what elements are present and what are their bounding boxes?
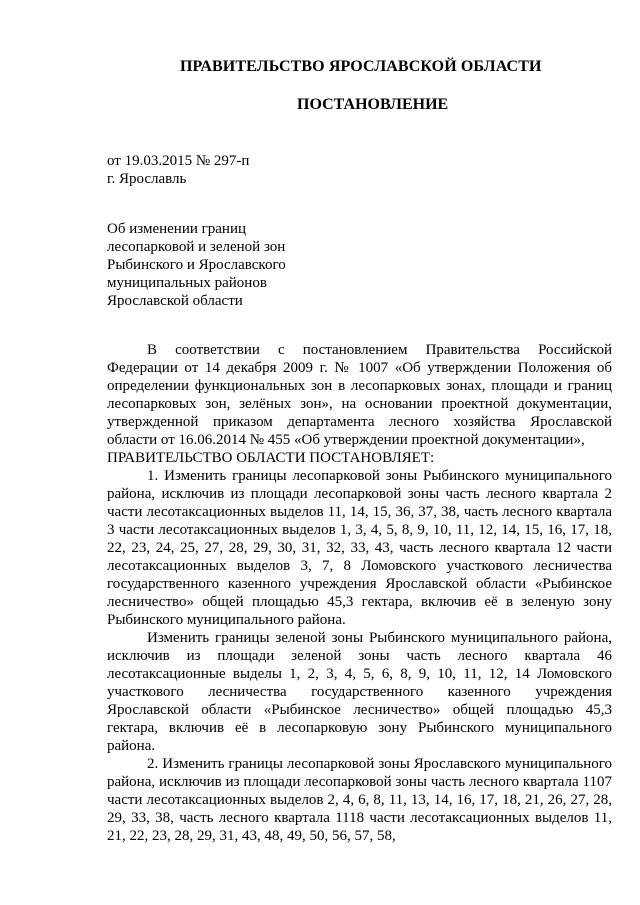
subject-line: муниципальных районов [107,275,267,291]
resolves-line: ПРАВИТЕЛЬСТВО ОБЛАСТИ ПОСТАНОВЛЯЕТ: [107,450,435,466]
document-subject [107,220,407,310]
date-number: от 19.03.2015 № 297-п [107,153,250,169]
item-2-paragraph: 2. Изменить границы лесопарковой зоны Ярославского муниципального района, исключив из площади лесопарковой зоны часть лесного квартала 1107 части лесотаксационных выделов 2, 4, 6, 8, 11, 13, 14, 16, 17, 18, 21, 26, 27, 28, 29, 33, 38, часть лесного квартала 1118 части лесотаксационных выделов 11, 21, 22, 23, 28, 29, 31, 43, 48, 49, 50, 56, 57, 58, [107,756,612,844]
city: г. Ярославль [107,171,187,187]
item-1-paragraph: 1. Изменить границы лесопарковой зоны Рыбинского муниципального района, исключив из площади лесопарковой зоны часть лесного квартала 2 части лесотаксационных выделов 11, 14, 15, 36, 37, 38, часть лесного квартала 3 части лесотаксационных выделов 1, 3, 4, 5, 8, 9, 10, 11, 12, 14, 15, 16, 17, 18, 22, 23, 24, 25, 27, 28, 29, 30, 31, 32, 33, 43, часть лесного квартала 12 части лесотаксационных выделов 3, 7, 8 Ломовского участкового лесничества государственного казенного учреждения Ярославской области «Рыбинское лесничество» общей площадью 45,3 гектара, включив её в зеленую зону Рыбинского муниципального района. [107,468,612,628]
subject-line: Об изменении границ [107,221,247,237]
document-type-title: ПОСТАНОВЛЕНИЕ [297,96,449,113]
subject-line: Рыбинского и Ярославского [107,257,286,273]
item-1-second-paragraph: Изменить границы зеленой зоны Рыбинского муниципального района, исключив из площади зеленой зоны часть лесного квартала 46 лесотаксационные выделы 1, 2, 3, 4, 5, 6, 8, 9, 10, 11, 12, 14 Ломовского участкового лесничества государственного казенного учреждения Ярославской области «Рыбинское лесничество» общей площадью 45,3 гектара, включив её в лесопарковую зону Рыбинского муниципального района. [107,630,612,754]
document-meta [107,152,407,188]
subject-line: лесопарковой и зеленой зон [107,239,286,255]
document-body [107,341,612,845]
subject-line: Ярославской области [107,293,243,309]
preamble-paragraph: В соответствии с постановлением Правительства Российской Федерации от 14 декабря 2009 г. № 1007 «Об утверждении Положения об определении функциональных зон в лесопарковых зонах, площади и границ лесопарковых зон, зелёных зон», на основании проектной документации, утвержденной приказом департамента лесного хозяйства Ярославской области от 16.06.2014 № 455 «Об утверждении проектной документации», [107,342,612,448]
organization-title: ПРАВИТЕЛЬСТВО ЯРОСЛАВСКОЙ ОБЛАСТИ [180,58,542,75]
